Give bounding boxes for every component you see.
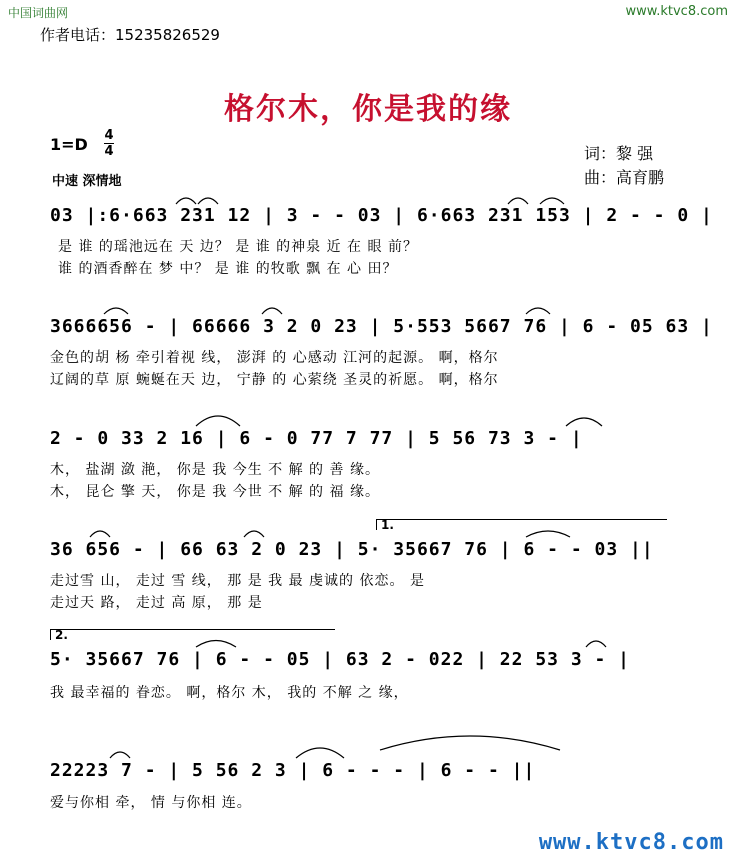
system-1-lyrics-1: 是 谁 的瑶池远在 天 边？ 是 谁 的神泉 近 在 眼 前？	[58, 239, 418, 255]
tempo-marking: 中速 深情地	[52, 174, 122, 189]
site-url-right: www.ktvc8.com	[625, 4, 728, 19]
system-2-lyrics-1: 金色的胡 杨 牵引着视 线， 澎湃 的 心感动 江河的起源。 啊，格尔	[50, 350, 499, 366]
time-top: 4	[104, 128, 114, 143]
system-3-lyrics-2: 木， 昆仑 擎 天， 你是 我 今世 不 解 的 福 缘。	[50, 484, 380, 500]
system-1-lyrics-2: 谁 的酒香醉在 梦 中？ 是 谁 的牧歌 飘 在 心 田？	[58, 261, 398, 277]
system-2-lyrics-2: 辽阔的草 原 蜿蜒在天 边， 宁静 的 心萦绕 圣灵的祈愿。 啊，格尔	[50, 372, 499, 388]
site-name-left: 中国词曲网	[8, 6, 69, 20]
volta-1-label: 1.	[381, 518, 394, 532]
system-4-lyrics-2: 走过天 路， 走过 高 原， 那 是	[50, 595, 263, 611]
time-bottom: 4	[104, 144, 114, 159]
system-6-lyrics-1: 爱与你相 牵， 情 与你相 连。	[50, 795, 252, 811]
system-2-notes: 3666656 - | 66666 3 2 0 23 | 5·553 5667 76 | 6 - 05 63 |	[50, 316, 713, 337]
system-3-notes: 2 - 0 33 2 16 | 6 - 0 77 7 77 | 5 56 73 3 - |	[50, 428, 583, 449]
system-4-notes: 36 656 - | 66 63 2 0 23 | 5· 35667 76 | 6 - - 03 ||	[50, 539, 654, 560]
watermark: www.ktvc8.com	[538, 830, 724, 855]
volta-2-label: 2.	[55, 628, 68, 642]
system-5-notes: 5· 35667 76 | 6 - - 05 | 63 2 - 022 | 22 53 3 - |	[50, 649, 631, 670]
system-1-notes: 03 |:6·663 231 12 | 3 - - 03 | 6·663 231 153 | 2 - - 0 |	[50, 205, 713, 226]
song-title: 格尔木，你是我的缘	[224, 92, 512, 127]
lyricist-credit: 词：黎 强	[584, 144, 654, 163]
key-signature: 1=D	[50, 135, 88, 154]
author-contact: 作者电话：15235826529	[40, 26, 220, 44]
system-5-lyrics-1: 我 最幸福的 眷恋。 啊，格尔 木， 我的 不解 之 缘，	[50, 685, 409, 701]
system-4-lyrics-1: 走过雪 山， 走过 雪 线， 那 是 我 最 虔诚的 依恋。 是	[50, 573, 425, 589]
system-3-lyrics-1: 木， 盐湖 潋 滟， 你是 我 今生 不 解 的 善 缘。	[50, 462, 380, 478]
system-6-notes: 22223 7 - | 5 56 2 3 | 6 - - - | 6 - - ||	[50, 760, 536, 781]
composer-credit: 曲：高育鹏	[584, 168, 665, 187]
